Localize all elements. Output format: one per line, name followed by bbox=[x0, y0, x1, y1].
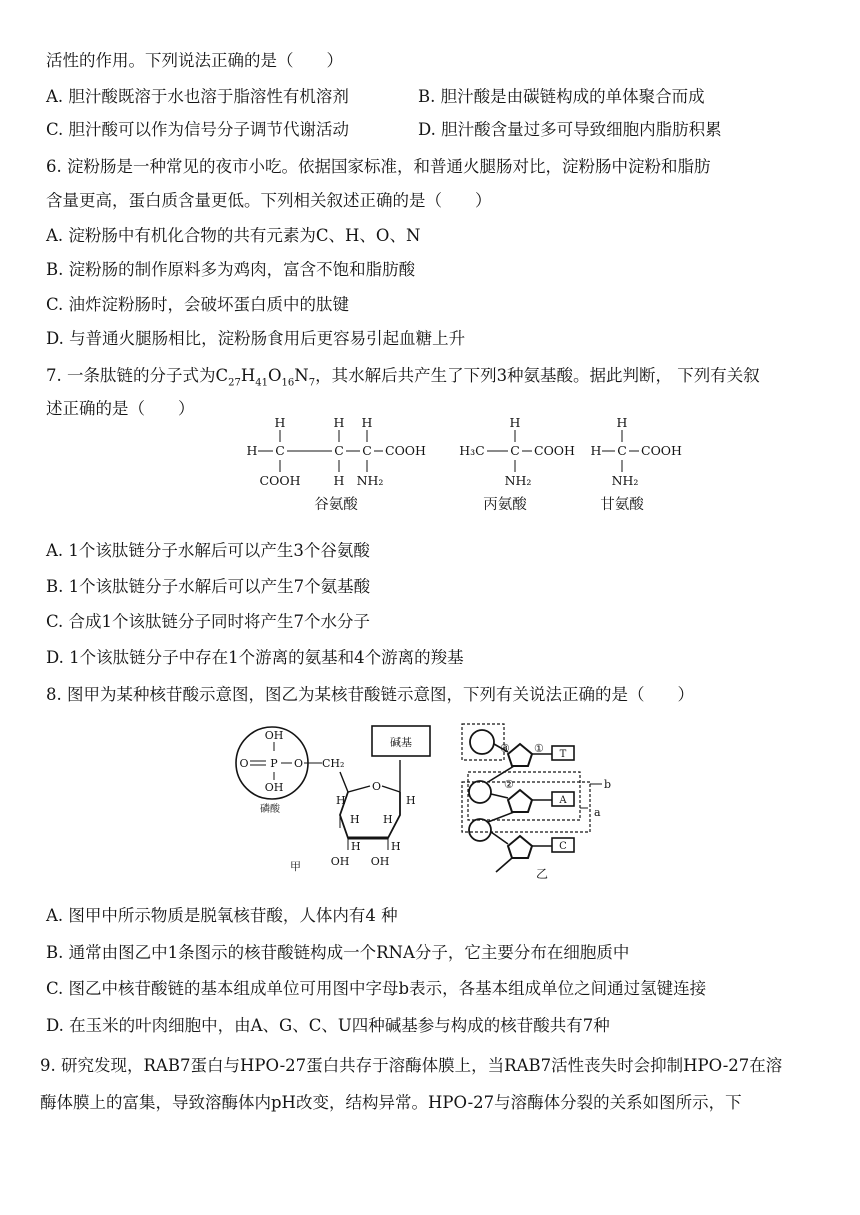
q7-option-b: B. 1个该肽链分子水解后可以产生7个氨基酸 bbox=[46, 577, 371, 596]
q9-line2: 酶体膜上的富集，导致溶酶体内pH改变，结构异常。HPO-27与溶酶体分裂的关系如图所示，下 bbox=[40, 1093, 742, 1112]
ch2-group: CH₂ bbox=[322, 757, 345, 770]
ala-c: C bbox=[510, 443, 520, 458]
sugar-h-1: H bbox=[336, 794, 346, 807]
glu-c3: C bbox=[362, 443, 372, 458]
glutamic-acid-label: 谷氨酸 bbox=[314, 497, 358, 513]
q7-stem-line2: 述正确的是（ ） bbox=[46, 399, 195, 418]
glu-cooh-right: COOH bbox=[385, 443, 426, 458]
base-a: A bbox=[559, 795, 567, 806]
q6-stem-line2: 含量更高，蛋白质含量更低。下列相关叙述正确的是（ ） bbox=[46, 191, 492, 210]
q7-option-c: C. 合成1个该肽链分子同时将产生7个水分子 bbox=[46, 612, 371, 631]
base-label: 碱基 bbox=[390, 736, 412, 749]
gly-cooh: COOH bbox=[641, 443, 682, 458]
alanine-structure bbox=[459, 415, 575, 513]
phosphate-oh-bottom: OH bbox=[264, 781, 284, 794]
q6-option-b: B. 淀粉肠的制作原料多为鸡肉，富含不饱和脂肪酸 bbox=[46, 260, 416, 279]
glu-h-top-1: H bbox=[274, 415, 286, 430]
phosphate-3 bbox=[469, 819, 491, 841]
q7-option-d: D. 1个该肽链分子中存在1个游离的氨基和4个游离的羧基 bbox=[46, 648, 464, 667]
sugar-1 bbox=[508, 744, 532, 766]
label-a: a bbox=[594, 806, 601, 819]
glu-h-top-3: H bbox=[361, 415, 373, 430]
glu-h-left: H bbox=[246, 443, 258, 458]
q8-option-a: A. 图甲中所示物质是脱氧核苷酸，人体内有4 种 bbox=[46, 906, 398, 925]
q6-option-c: C. 油炸淀粉肠时，会破坏蛋白质中的肽键 bbox=[46, 295, 350, 314]
q6-option-d: D. 与普通火腿肠相比，淀粉肠食用后更容易引起血糖上升 bbox=[46, 329, 466, 348]
glu-h-top-2: H bbox=[333, 415, 345, 430]
gly-h-left: H bbox=[590, 443, 602, 458]
gly-c: C bbox=[617, 443, 627, 458]
phosphate-1 bbox=[470, 730, 494, 754]
marker-1: ① bbox=[534, 742, 544, 755]
base-c: C bbox=[559, 841, 567, 852]
phosphate-oh-top: OH bbox=[264, 729, 284, 742]
glu-c1: C bbox=[275, 443, 285, 458]
sugar-oh-2: OH bbox=[370, 855, 390, 868]
q9-line1: 9. 研究发现，RAB7蛋白与HPO-27蛋白共存于溶酶体膜上，当RAB7活性丧失时会抑制HPO-27在溶 bbox=[40, 1056, 783, 1075]
q5-option-b: B. 胆汁酸是由碳链构成的单体聚合而成 bbox=[418, 87, 705, 106]
glycine-structure bbox=[591, 415, 683, 513]
nucleotide-chain-figure-yi bbox=[460, 722, 610, 882]
sugar-h-4: H bbox=[406, 794, 416, 807]
glycine-label: 甘氨酸 bbox=[600, 497, 644, 513]
sugar-h-6: H bbox=[391, 840, 401, 853]
figure-jia-caption: 甲 bbox=[290, 860, 301, 873]
glutamic-acid-structure bbox=[247, 415, 427, 513]
q5-option-a: A. 胆汁酸既溶于水也溶于脂溶性有机溶剂 bbox=[46, 87, 349, 106]
label-b: b bbox=[604, 778, 612, 791]
sugar-h-5: H bbox=[351, 840, 361, 853]
q8-option-b: B. 通常由图乙中1条图示的核苷酸链构成一个RNA分子，它主要分布在细胞质中 bbox=[46, 943, 630, 962]
phosphate-2 bbox=[469, 781, 491, 803]
marker-3: ③ bbox=[500, 742, 510, 755]
peptide-formula: $C_{27}H_{41}O_{16}N_7$ bbox=[215, 366, 316, 389]
sugar-h-3: H bbox=[383, 813, 393, 826]
sugar-oh-1: OH bbox=[330, 855, 350, 868]
q7-option-a: A. 1个该肽链分子水解后可以产生3个谷氨酸 bbox=[46, 541, 370, 560]
q5-stem-tail: 活性的作用。下列说法正确的是（ ） bbox=[46, 51, 343, 70]
q7-stem-part-a: 7. 一条肽链的分子式为 bbox=[46, 366, 216, 385]
ring-oxygen: O bbox=[372, 780, 382, 793]
q7-stem-part-b: ，其水解后共产生了下列3种氨基酸。据此判断， 下列有关叙 bbox=[315, 366, 760, 385]
gly-h-top: H bbox=[616, 415, 628, 430]
nucleotide-figure-jia bbox=[230, 720, 445, 880]
ala-h-top: H bbox=[509, 415, 521, 430]
q6-option-a: A. 淀粉肠中有机化合物的共有元素为C、H、O、N bbox=[46, 226, 421, 245]
q8-option-d: D. 在玉米的叶肉细胞中，由A、G、C、U四种碱基参与构成的核苷酸共有7种 bbox=[46, 1016, 610, 1035]
amino-acid-figure bbox=[240, 410, 700, 520]
phosphate-o: O bbox=[239, 757, 249, 770]
ala-nh2: NH₂ bbox=[504, 473, 532, 488]
phosphate-p: P bbox=[270, 757, 278, 770]
ala-cooh: COOH bbox=[534, 443, 575, 458]
figure-yi-caption: 乙 bbox=[536, 867, 549, 881]
glu-nh2: NH₂ bbox=[356, 473, 384, 488]
glu-h-bottom: H bbox=[333, 473, 345, 488]
ala-h3c: H₃C bbox=[459, 443, 485, 458]
q5-option-d: D. 胆汁酸含量过多可导致细胞内脂肪积累 bbox=[418, 120, 722, 139]
q7-stem-line1 bbox=[46, 365, 760, 394]
q8-option-c: C. 图乙中核苷酸链的基本组成单位可用图中字母b表示，各基本组成单位之间通过氢键连接 bbox=[46, 979, 707, 998]
gly-nh2: NH₂ bbox=[611, 473, 639, 488]
q8-stem: 8. 图甲为某种核苷酸示意图，图乙为某核苷酸链示意图，下列有关说法正确的是（ ） bbox=[46, 685, 694, 704]
q5-option-c: C. 胆汁酸可以作为信号分子调节代谢活动 bbox=[46, 120, 350, 139]
q6-stem-line1: 6. 淀粉肠是一种常见的夜市小吃。依据国家标准，和普通火腿肠对比，淀粉肠中淀粉和脂肪 bbox=[46, 157, 711, 176]
phosphate-o-ester: O bbox=[294, 757, 304, 770]
phosphate-label: 磷酸 bbox=[260, 804, 280, 815]
base-t: T bbox=[559, 749, 567, 760]
glu-cooh-bottom: COOH bbox=[259, 473, 301, 488]
marker-2: ② bbox=[504, 778, 514, 791]
glu-c2: C bbox=[334, 443, 344, 458]
alanine-label: 丙氨酸 bbox=[483, 497, 527, 513]
sugar-2 bbox=[508, 790, 532, 812]
sugar-3 bbox=[508, 836, 532, 858]
sugar-h-2: H bbox=[350, 813, 360, 826]
